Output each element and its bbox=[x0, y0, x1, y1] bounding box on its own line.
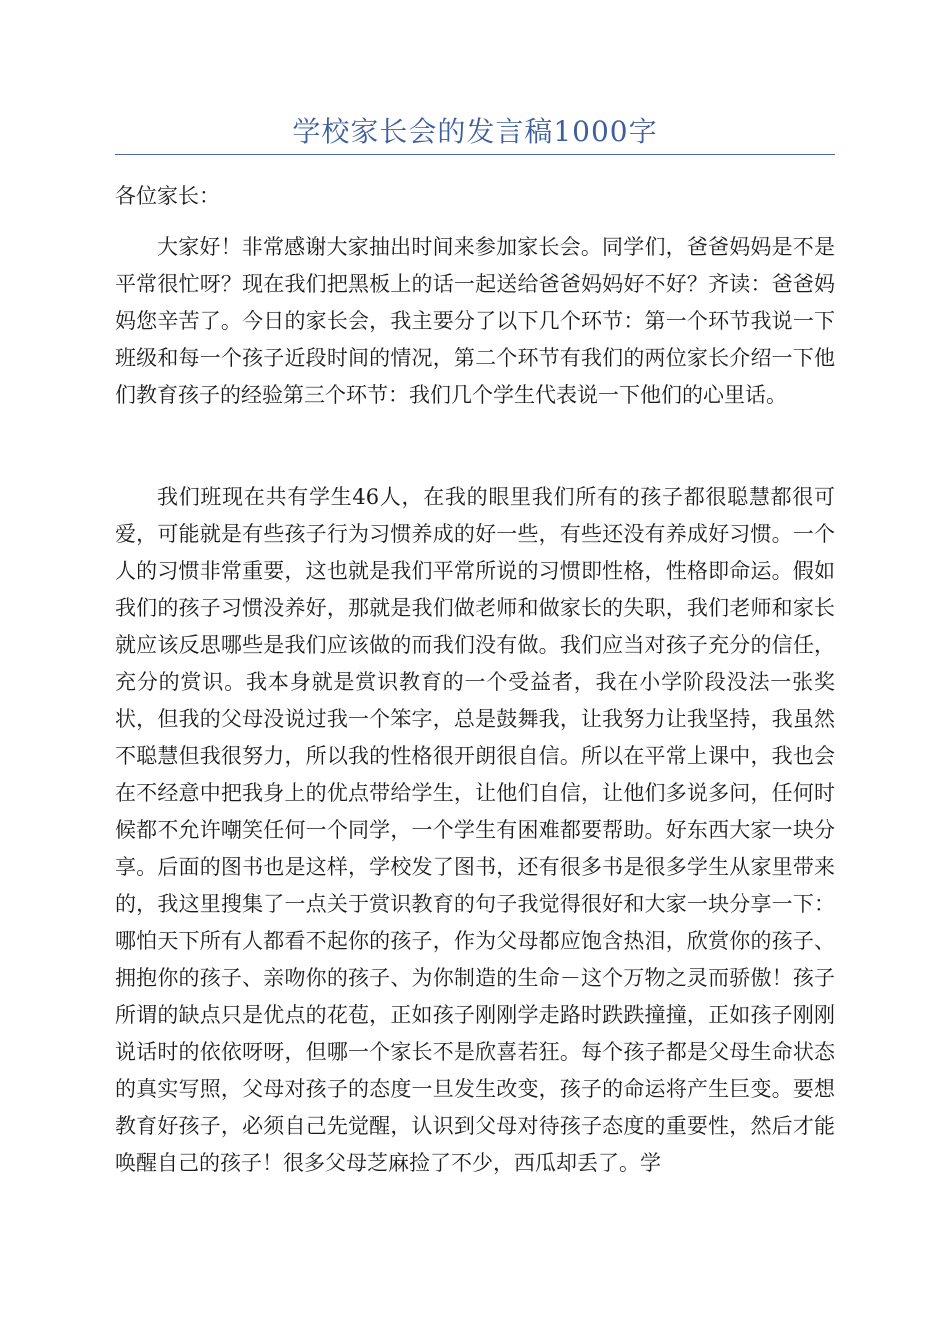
paragraph-1: 大家好！非常感谢大家抽出时间来参加家长会。同学们，爸爸妈妈是不是平常很忙呀？现在我们把黑板上的话一起送给爸爸妈妈好不好？齐读：爸爸妈妈您辛苦了。今日的家长会，我主要分了以下几个环节：第一个环节我说一下班级和每一个孩子近段时间的情况，第二个环节有我们的两位家长介绍一下他们教育孩子的经验第三个环节：我们几个学生代表说一下他们的心里话。 bbox=[115, 235, 835, 407]
title-underline bbox=[115, 154, 835, 155]
salutation: 各位家长： bbox=[115, 184, 220, 208]
paragraph-2: 我们班现在共有学生46人，在我的眼里我们所有的孩子都很聪慧都很可爱，可能就是有些孩子行为习惯养成的好一些，有些还没有养成好习惯。一个人的习惯非常重要，这也就是我们平常所说的习惯即性格，性格即命运。假如我们的孩子习惯没养好，那就是我们做老师和做家长的失职，我们老师和家长就应该反思哪些是我们应该做的而我们没有做。我们应当对孩子充分的信任，充分的赏识。我本身就是赏识教育的一个受益者，我在小学阶段没法一张奖状，但我的父母没说过我一个笨字，总是鼓舞我，让我努力让我坚持，我虽然不聪慧但我很努力，所以我的性格很开朗很自信。所以在平常上课中，我也会在不经意中把我身上的优点带给学生，让他们自信，让他们多说多问，任何时候都不允许嘲笑任何一个同学，一个学生有困难都要帮助。好东西大家一块分享。后面的图书也是这样，学校发了图书，还有很多书是很多学生从家里带来的，我这里搜集了一点关于赏识教育的句子我觉得很好和大家一块分享一下：哪怕天下所有人都看不起你的孩子，作为父母都应饱含热泪，欣赏你的孩子、拥抱你的孩子、亲吻你的孩子、为你制造的生命－这个万物之灵而骄傲！孩子所谓的缺点只是优点的花苞，正如孩子刚刚学走路时跌跌撞撞，正如孩子刚刚说话时的依依呀呀，但哪一个家长不是欣喜若狂。每个孩子都是父母生命状态的真实写照，父母对孩子的态度一旦发生改变，孩子的命运将产生巨变。要想教育好孩子，必须自己先觉醒，认识到父母对待孩子态度的重要性，然后才能唤醒自己的孩子！很多父母芝麻捡了不少，西瓜却丢了。学 bbox=[115, 485, 835, 1175]
document-title: 学校家长会的发言稿1000字 bbox=[292, 115, 658, 148]
